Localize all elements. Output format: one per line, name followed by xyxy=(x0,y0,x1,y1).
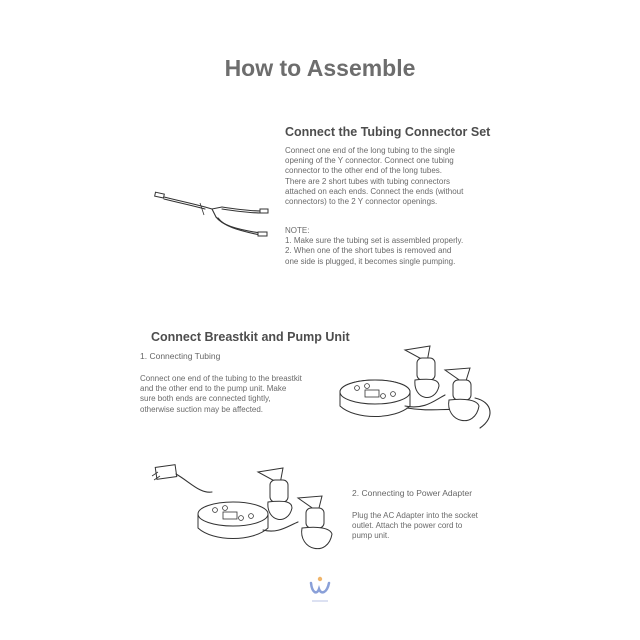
text-line: Plug the AC Adapter into the socket xyxy=(352,511,478,520)
text-line: Connect one end of the long tubing to the single xyxy=(285,146,455,155)
text-line: pump unit. xyxy=(352,531,390,541)
note-line: 2. When one of the short tubes is removed and xyxy=(285,246,452,256)
step-2-instructions xyxy=(352,511,532,542)
step-1-label: 1. Connecting Tubing xyxy=(140,351,221,361)
pump-with-breastkits-illustration xyxy=(335,340,495,440)
tubing-notes xyxy=(285,226,515,267)
text-line: There are 2 short tubes with tubing connectors xyxy=(285,176,450,186)
page-title: How to Assemble xyxy=(224,55,416,81)
section-heading-tubing-connector: Connect the Tubing Connector Set xyxy=(285,125,491,139)
text-line: otherwise suction may be affected. xyxy=(140,404,264,414)
text-line: outlet. Attach the power cord to xyxy=(352,521,463,531)
step-1-instructions xyxy=(140,374,350,415)
text-line: sure both ends are connected tightly, xyxy=(140,394,271,404)
brand-w-logo-icon xyxy=(308,575,332,605)
text-line: and the other end to the pump unit. Make xyxy=(140,384,287,394)
text-line: opening of the Y connector. Connect one tubing xyxy=(285,156,454,166)
step-2-label: 2. Connecting to Power Adapter xyxy=(352,488,473,498)
tubing-instructions xyxy=(285,146,515,207)
text-line: connector to the other end of the long tubes. xyxy=(285,166,442,176)
text-line: connectors) to the 2 Y connector openings. xyxy=(285,197,438,207)
note-line: 1. Make sure the tubing set is assembled properly. xyxy=(285,236,464,246)
section-heading-breastkit-pump: Connect Breastkit and Pump Unit xyxy=(151,330,350,344)
note-label: NOTE: xyxy=(285,226,310,235)
pump-with-power-adapter-illustration xyxy=(150,462,350,572)
note-line: one side is plugged, it becomes single pumping. xyxy=(285,256,456,266)
text-line: attached on each ends. Connect the ends (without xyxy=(285,186,464,196)
tubing-connector-set-illustration xyxy=(150,185,270,245)
text-line: Connect one end of the tubing to the breastkit xyxy=(140,374,302,383)
